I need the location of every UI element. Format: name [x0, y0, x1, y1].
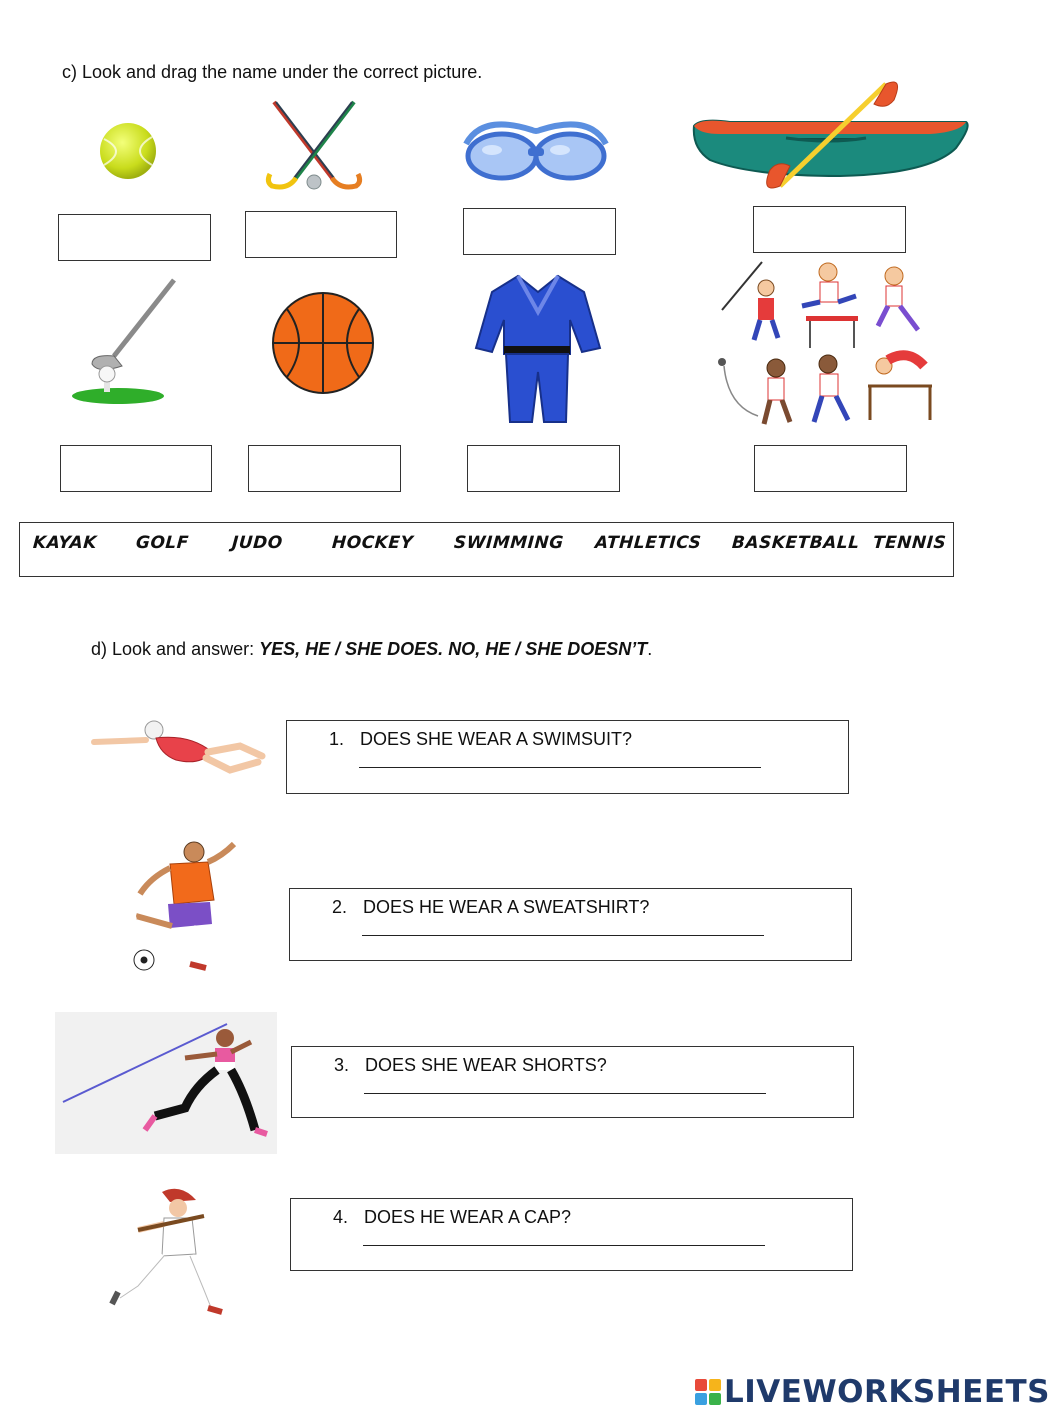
word-tennis[interactable]: TENNIS	[872, 533, 947, 553]
word-hockey[interactable]: HOCKEY	[331, 533, 414, 553]
footballer-icon	[110, 838, 242, 978]
answer-input-4[interactable]	[363, 1225, 769, 1247]
drop-box-hockey[interactable]	[245, 211, 397, 258]
drop-box-judo[interactable]	[467, 445, 620, 492]
question-text: DOES HE WEAR A SWEATSHIRT?	[363, 897, 650, 917]
question-box-2	[289, 888, 852, 961]
question-text: DOES HE WEAR A CAP?	[364, 1207, 572, 1227]
answer-line	[363, 1245, 765, 1246]
judo-suit-icon	[474, 272, 602, 428]
question-number: 1.	[329, 729, 345, 749]
word-kayak[interactable]: KAYAK	[32, 533, 98, 553]
question-box-3	[291, 1046, 854, 1118]
word-judo[interactable]: JUDO	[231, 533, 284, 553]
drop-box-basketball[interactable]	[248, 445, 401, 492]
answer-yes-text: YES, HE / SHE DOES	[259, 639, 439, 659]
answer-separator: .	[438, 639, 449, 659]
drop-box-tennis[interactable]	[58, 214, 211, 261]
instruction-prefix: d) Look and answer:	[91, 639, 260, 659]
basketball-icon	[271, 291, 375, 395]
section-d-instruction	[91, 639, 652, 660]
word-swimming[interactable]: SWIMMING	[453, 533, 565, 553]
instruction-suffix: .	[647, 639, 653, 659]
question-text: DOES SHE WEAR SHORTS?	[365, 1055, 607, 1075]
question-number: 2.	[332, 897, 348, 917]
drop-box-athletics[interactable]	[754, 445, 907, 492]
swimming-goggles-icon	[462, 104, 610, 190]
question-number: 3.	[334, 1055, 350, 1075]
tennis-ball-icon	[98, 121, 158, 181]
golf-club-icon	[62, 278, 180, 406]
question-text: DOES SHE WEAR A SWIMSUIT?	[360, 729, 633, 749]
answer-line	[359, 767, 761, 768]
answer-no-text: NO, HE / SHE DOESN’T	[448, 639, 648, 659]
answer-input-1[interactable]	[359, 747, 765, 769]
athletics-icon	[718, 256, 936, 434]
answer-input-3[interactable]	[364, 1073, 770, 1095]
word-bank	[19, 522, 954, 577]
section-c-instruction: c) Look and drag the name under the correct picture.	[62, 62, 483, 82]
word-basketball[interactable]: BASKETBALL	[731, 533, 861, 553]
question-number: 4.	[333, 1207, 349, 1227]
swimmer-icon	[90, 712, 270, 784]
logo-text: LIVEWORKSHEETS	[724, 1374, 1050, 1410]
answer-line	[364, 1093, 766, 1094]
drop-box-swimming[interactable]	[463, 208, 616, 255]
hockey-sticks-icon	[262, 98, 368, 196]
kayak-icon	[690, 78, 974, 192]
javelin-thrower-icon	[55, 1012, 277, 1154]
question-box-4	[290, 1198, 853, 1271]
question-box-1	[286, 720, 849, 794]
answer-line	[362, 935, 764, 936]
baseball-player-icon	[108, 1186, 236, 1322]
answer-input-2[interactable]	[362, 915, 768, 937]
word-golf[interactable]: GOLF	[135, 533, 190, 553]
liveworksheets-logo	[695, 1374, 1050, 1410]
word-athletics[interactable]: ATHLETICS	[594, 533, 703, 553]
logo-mark-icon	[695, 1379, 721, 1405]
drop-box-kayak[interactable]	[753, 206, 906, 253]
drop-box-golf[interactable]	[60, 445, 212, 492]
